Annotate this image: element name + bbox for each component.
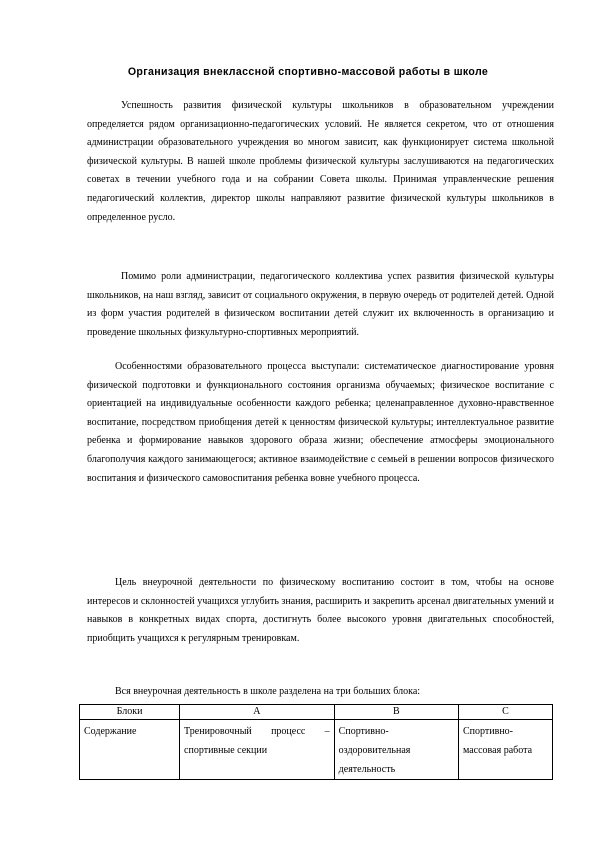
paragraph-5 [87,683,554,702]
paragraph-text: Успешность развития физической культуры школьников в образовательном учреждении определяется рядом организационно-педагогических условий. Не является секретом, что от отношения администрации образовательного учреждения во многом зависит, как функционирует система школьной физической культуры. В нашей школе проблемы физической культуры заслушиваются на педагогических советах в течении учебного года и на собрании Совета школы. Принимая управленческие решения педагогический коллектив, директор школы направляют развитие физической культуры школьников в определенное русло. [87,100,554,223]
table-header-cell: С [458,705,552,720]
table-header-cell: Блоки [80,705,180,720]
paragraph-4 [87,574,554,648]
table-header-cell: В [334,705,458,720]
paragraph-1 [87,97,554,227]
table-header-row [80,705,553,720]
document-title: Организация внеклассной спортивно-массовой работы в школе [127,66,489,78]
table-cell: Содержание [80,720,180,780]
paragraph-text: Особенностями образовательного процесса выступали: систематическое диагностирование уровня физической подготовки и функционального состояния организма обучаемых; физическое воспитание с ориентацией на индивидуальные особенности каждого ребенка; целенаправленное духовно-нравственное воспитание, посредством приобщения детей к ценностям физической культуры; интеллектуальное развитие ребенка и формирование навыков здорового образа жизни; обеспечение атмосферы эмоционального благополучия каждого занимающегося; активное взаимодействие с семьей в решении вопросов физического воспитания и физического самовоспитания ребенка вовне учебного процесса. [87,361,554,484]
paragraph-text: Цель внеурочной деятельности по физическому воспитанию состоит в том, чтобы на основе интересов и склонностей учащихся углубить знания, расширить и закрепить арсенал двигательных умений и навыков в конкретных видах спорта, достигнуть более высокого уровня двигательных способностей, приобщить учащихся к регулярным тренировкам. [87,577,554,644]
table-header-cell: А [180,705,335,720]
paragraph-2 [87,268,554,342]
paragraph-text: Помимо роли администрации, педагогического коллектива успех развития физической культуры школьников, на наш взгляд, зависит от социального окружения, в первую очередь от родителей детей. Одной из форм участия родителей в физическом воспитании детей служит их включенность в организацию и проведение школьных физкультурно-спортивных мероприятий. [87,271,554,338]
table-cell: Тренировочный процесс – спортивные секции [180,720,335,780]
table-cell: Спортивно-массовая работа [458,720,552,780]
table-cell: Спортивно-оздоровительная деятельность [334,720,458,780]
paragraph-text: Вся внеурочная деятельность в школе разделена на три больших блока: [115,686,421,697]
table-row [80,720,553,780]
blocks-table [79,704,553,780]
paragraph-3 [87,358,554,488]
